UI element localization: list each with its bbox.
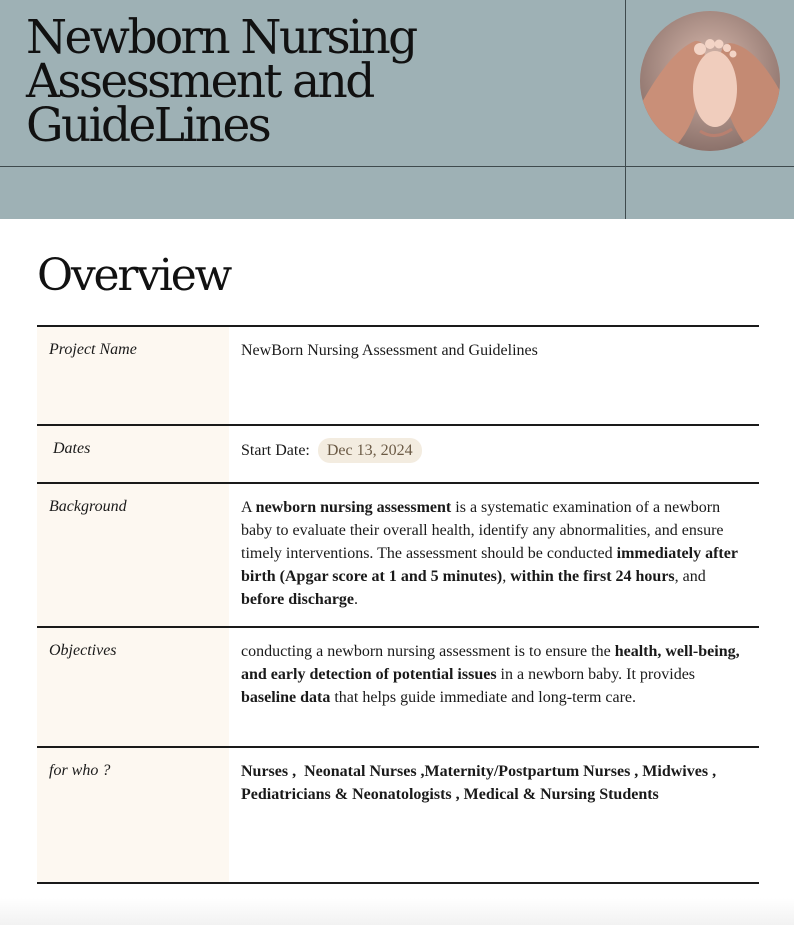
body-text: conducting a newborn nursing assessment is to ensure the [241,643,615,660]
row-label: Objectives [37,628,229,746]
table-row-dates [37,424,759,482]
header-divider-horizontal [0,166,794,167]
header-banner [0,0,794,219]
body-text: , and [674,568,706,585]
document-title: Newborn Nursing Assessment and GuideLines [26,10,416,153]
row-label: Background [37,484,229,626]
emphasized-text: newborn nursing assessment [255,499,452,516]
overview-heading: Overview [37,250,231,301]
body-text: , [502,568,511,585]
emphasized-text: health, well-being, and early detection of potential issues [241,643,740,683]
row-value: Nurses , Neonatal Nurses ,Maternity/Postpartum Nurses , Midwives , Pediatricians & Neonatologists , Medical & Nursing Students [241,763,721,803]
page-bottom-shade [0,898,794,925]
start-date-label: Start Date: [241,442,310,459]
emphasized-text: baseline data [241,689,331,706]
row-value: NewBorn Nursing Assessment and Guidelines [241,342,538,359]
emphasized-text: before discharge [241,591,355,608]
row-value [229,628,759,746]
table-row-objectives [37,626,759,746]
start-date-chip: Dec 13, 2024 [318,438,422,463]
body-text: in a newborn baby. It provides [496,666,696,683]
row-label: for who ? [37,748,229,882]
header-divider-vertical [625,0,626,219]
row-label: Dates [37,426,229,482]
emphasized-text: immediately after birth (Apgar score at 1 and 5 minutes) [241,545,738,585]
table-row-for-who [37,746,759,884]
body-text: . [354,591,359,608]
row-label: Project Name [37,327,229,424]
row-value [229,484,759,626]
newborn-feet-photo [640,11,780,151]
overview-table [37,325,759,884]
emphasized-text: within the first 24 hours [510,568,675,585]
body-text: is a systematic examination of a newborn baby to evaluate their overall health, identify any abnormalities, and ensure timely interventions. The assessment should be conducted [241,499,724,562]
body-text: that helps guide immediate and long-term care. [330,689,637,706]
body-text: A [241,499,256,516]
table-row-background [37,482,759,626]
row-value [229,426,759,482]
table-row-project-name [37,325,759,424]
